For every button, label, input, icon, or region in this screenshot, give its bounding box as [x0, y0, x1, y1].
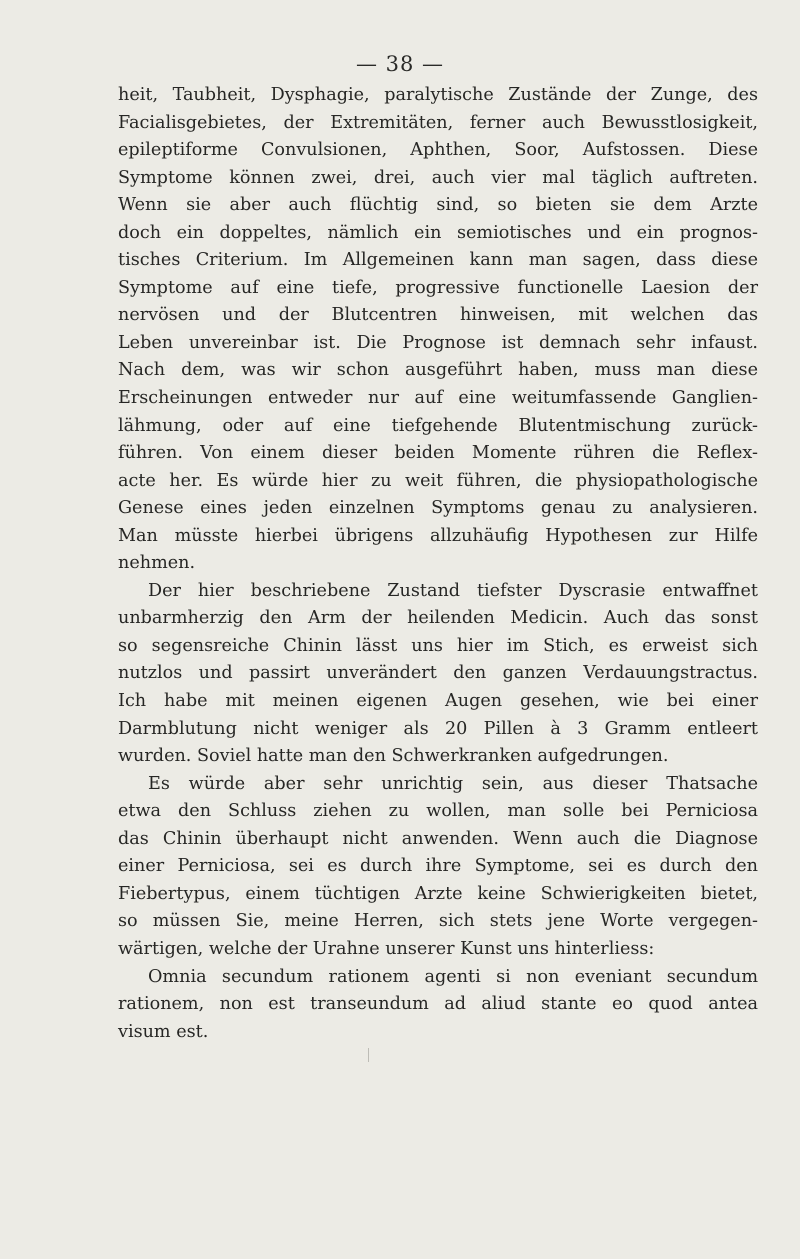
text-line: etwa den Schluss ziehen zu wollen, man solle bei Perniciosa [118, 801, 758, 822]
text-line: führen. Von einem dieser beiden Momente rühren die Reflex- [118, 443, 758, 464]
text-line: epileptiforme Convulsionen, Aphthen, Soor, Aufstossen. Diese [118, 140, 758, 161]
text-line: Symptome auf eine tiefe, progressive functionelle Laesion der [118, 277, 758, 298]
text-line: Symptome können zwei, drei, auch vier mal täglich auftreten. [118, 167, 758, 188]
paragraph-start-line: Es würde aber sehr unrichtig sein, aus dieser Thatsache [148, 773, 758, 794]
text-line: Man müsste hierbei übrigens allzuhäufig Hypothesen zur Hilfe [118, 525, 758, 546]
paper-blemish [368, 1048, 369, 1062]
text-line: Facialisgebietes, der Extremitäten, ferner auch Bewusstlosigkeit, [118, 112, 758, 133]
text-line: Erscheinungen entweder nur auf eine weitumfassende Ganglien- [118, 388, 758, 409]
text-line: tisches Criterium. Im Allgemeinen kann man sagen, dass diese [118, 250, 758, 271]
text-line: doch ein doppeltes, nämlich ein semiotisches und ein prognos- [118, 222, 758, 243]
text-line: Genese eines jeden einzelnen Symptoms genau zu analysieren. [118, 498, 758, 519]
text-line: Darmblutung nicht weniger als 20 Pillen à 3 Gramm entleert [118, 718, 758, 739]
paragraph-start-line: Der hier beschriebene Zustand tiefster Dyscrasie entwaffnet [148, 580, 758, 601]
page-number: — 38 — [355, 52, 445, 76]
text-line: Ich habe mit meinen eigenen Augen gesehen, wie bei einer [118, 691, 758, 712]
text-line: heit, Taubheit, Dysphagie, paralytische Zustände der Zunge, des [118, 85, 758, 105]
text-line: einer Perniciosa, sei es durch ihre Symptome, sei es durch den [118, 856, 758, 877]
text-line: so müssen Sie, meine Herren, sich stets jene Worte vergegen- [118, 911, 758, 932]
body-text [118, 82, 758, 1046]
text-line: Nach dem, was wir schon ausgeführt haben, muss man diese [118, 360, 758, 381]
text-line: Wenn sie aber auch flüchtig sind, so bieten sie dem Arzte [118, 195, 758, 216]
text-line: nervösen und der Blutcentren hinweisen, mit welchen das [118, 305, 758, 326]
text-line: unbarmherzig den Arm der heilenden Medicin. Auch das sonst [118, 608, 758, 629]
paragraph-end-line: nehmen. [118, 553, 196, 574]
text-line: Leben unvereinbar ist. Die Prognose ist demnach sehr infaust. [118, 332, 758, 353]
quote-line: Omnia secundum rationem agenti si non eveniant secundum [148, 966, 758, 987]
paragraph-end-line: wurden. Soviel hatte man den Schwerkranken aufgedrungen. [118, 746, 669, 767]
text-line: wärtigen, welche der Urahne unserer Kunst uns hinterliess: [118, 938, 655, 959]
text-line: Fiebertypus, einem tüchtigen Arzte keine Schwierigkeiten bietet, [118, 883, 758, 904]
text-line: nutzlos und passirt unverändert den ganzen Verdauungstractus. [118, 663, 758, 684]
text-line: das Chinin überhaupt nicht anwenden. Wenn auch die Diagnose [118, 828, 758, 849]
text-line: acte her. Es würde hier zu weit führen, die physiopathologische [118, 470, 758, 491]
quote-end-line: visum est. [118, 1021, 209, 1042]
quote-line: rationem, non est transeundum ad aliud stante eo quod antea [118, 994, 758, 1015]
text-line: so segensreiche Chinin lässt uns hier im Stich, es erweist sich [118, 635, 758, 656]
text-line: lähmung, oder auf eine tiefgehende Blutentmischung zurück- [118, 415, 758, 436]
